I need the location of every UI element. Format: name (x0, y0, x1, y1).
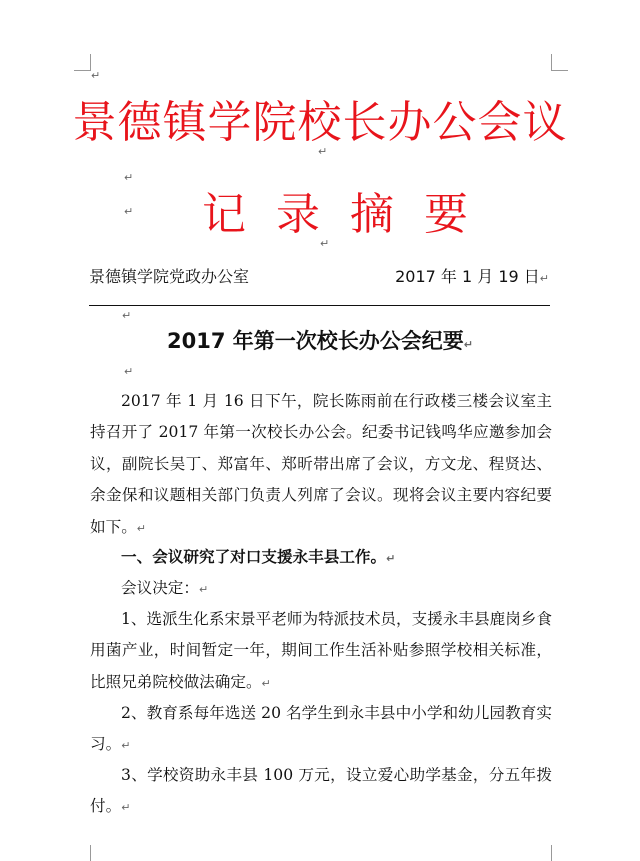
paragraph-mark-icon: ↵ (124, 205, 134, 218)
paragraph-mark-icon: ↵ (121, 739, 131, 753)
document-title (0, 325, 640, 355)
header-divider (89, 305, 550, 306)
paragraph-mark-icon: ↵ (198, 583, 209, 596)
paragraph-mark-icon: ↵ (136, 521, 147, 535)
paragraph-mark-icon: ↵ (121, 801, 131, 815)
intro-text: 2017 年 1 月 16 日下午，院长陈雨前在行政楼三楼会议室主持召开了 2017 年第一次校长办公会。纪委书记钱鸣华应邀参加会议，副院长吴丁、郑富年、郑昕帯出席了会议，方文龙、程贤达、余金保和议题相关部门负责人列席了会议。现将会议主要内容纪要如下。 (90, 392, 552, 536)
issue-date (395, 264, 549, 287)
paragraph-mark-icon: ↵ (386, 552, 396, 565)
intro-paragraph (90, 386, 552, 543)
decision-label-text: 会议决定： (121, 579, 199, 597)
crop-mark-top-left (74, 54, 91, 71)
paragraph-mark-icon: ↵ (261, 676, 271, 690)
paragraph-mark-icon: ↵ (318, 145, 328, 158)
decision-item-1 (90, 604, 552, 698)
paragraph-mark-icon: ↵ (463, 338, 473, 351)
paragraph-mark-icon: ↵ (122, 309, 132, 322)
paragraph-mark-icon: ↵ (539, 272, 549, 285)
decision-item-1-text: 1、选派生化系宋景平老师为特派技术员，支援永丰县鹿岗乡食用菌产业，时间暂定一年，期间工作生活补贴参照学校相关标准，比照兄弟院校做法确定。 (90, 610, 552, 691)
section-heading-1 (90, 542, 552, 573)
crop-mark-bottom-right (551, 845, 568, 861)
decision-item-2-text: 2、教育系每年选送 20 名学生到永丰县中小学和幼儿园教育实习。 (90, 704, 552, 754)
crop-mark-bottom-left (74, 845, 91, 861)
issuing-office: 景德镇学院党政办公室 (89, 267, 250, 286)
red-header-title: 景德镇学院校长办公会议 (72, 97, 568, 148)
section-heading-1-text: 一、会议研究了对口支援永丰县工作。 (121, 548, 387, 566)
document-title-text: 2017 年第一次校长办公会纪要 (167, 329, 464, 353)
decision-item-3 (90, 760, 552, 823)
issuer-row (89, 264, 549, 290)
issue-date-text: 2017 年 1 月 19 日 (395, 267, 540, 286)
paragraph-mark-icon: ↵ (91, 69, 101, 82)
paragraph-mark-icon: ↵ (124, 365, 134, 378)
red-header-subtitle: 记录摘要 (202, 189, 498, 240)
decision-label (90, 573, 552, 604)
paragraph-mark-icon: ↵ (320, 237, 330, 250)
crop-mark-top-right (551, 54, 568, 71)
paragraph-mark-icon: ↵ (124, 171, 134, 184)
decision-item-2 (90, 698, 552, 761)
decision-item-3-text: 3、学校资助永丰县 100 万元，设立爱心助学基金，分五年拨付。 (90, 766, 552, 816)
